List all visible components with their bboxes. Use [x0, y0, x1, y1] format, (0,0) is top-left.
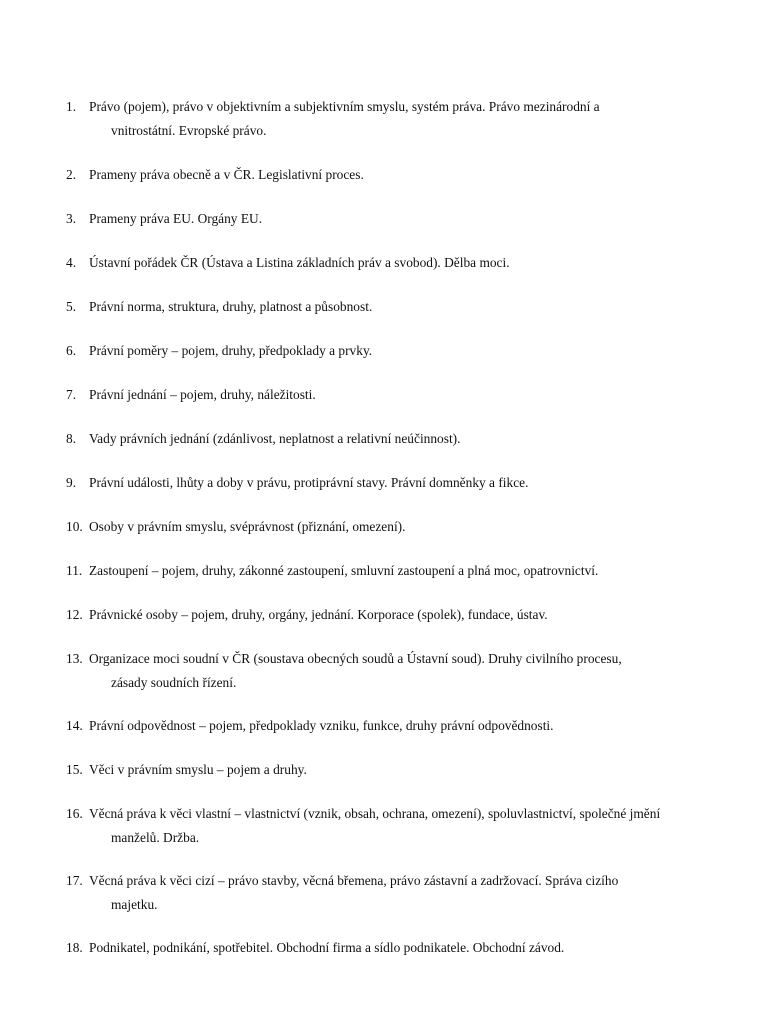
list-item-text-line: Zastoupení – pojem, druhy, zákonné zastoupení, smluvní zastoupení a plná moc, opatrovnictví. — [89, 563, 599, 578]
list-item-text — [89, 207, 699, 231]
list-item-number: 7. — [66, 387, 77, 402]
list-item-number: 4. — [66, 255, 77, 270]
list-item-text-continuation: manželů. Držba. — [111, 830, 200, 845]
list-item-text-line: Právní odpovědnost – pojem, předpoklady vzniku, funkce, druhy právní odpovědnosti. — [89, 718, 554, 733]
list-item-number: 6. — [66, 343, 77, 358]
list-item-text-line: Věci v právním smyslu – pojem a druhy. — [89, 762, 307, 777]
list-item-text-line: Věcná práva k věci vlastní – vlastnictví (vznik, obsah, ochrana, omezení), spoluvlastnictví, společné jmění — [89, 806, 661, 821]
list-item-text-line: Věcná práva k věci cizí – právo stavby, věcná břemena, právo zástavní a zadržovací. Správa cizího — [89, 873, 619, 888]
list-item-number: 5. — [66, 299, 77, 314]
list-item-text — [89, 163, 699, 187]
list-item-number: 11. — [66, 563, 83, 578]
list-item-text-line: Prameny práva EU. Orgány EU. — [89, 211, 263, 226]
list-item-text — [89, 936, 699, 960]
list-item-text — [89, 339, 699, 363]
list-item-text — [89, 383, 699, 407]
list-item-text-continuation: zásady soudních řízení. — [111, 675, 237, 690]
list-item-text-line: Právní jednání – pojem, druhy, náležitosti. — [89, 387, 316, 402]
list-item-text — [89, 471, 699, 495]
list-item-text — [89, 295, 699, 319]
list-item-text — [89, 515, 699, 539]
list-item-text-line: Osoby v právním smyslu, svéprávnost (přiznání, omezení). — [89, 519, 406, 534]
list-item-number: 9. — [66, 475, 77, 490]
list-item-text-line: Právní události, lhůty a doby v právu, protiprávní stavy. Právní domněnky a fikce. — [89, 475, 529, 490]
list-item-number: 3. — [66, 211, 77, 226]
list-item-number: 14. — [66, 718, 83, 733]
list-item-number: 13. — [66, 651, 83, 666]
list-item-number: 2. — [66, 167, 77, 182]
list-item-text-line: Vady právních jednání (zdánlivost, neplatnost a relativní neúčinnost). — [89, 431, 461, 446]
list-item-text — [89, 758, 699, 782]
list-item-number: 8. — [66, 431, 77, 446]
list-item-text — [89, 251, 699, 275]
list-item-text — [89, 647, 699, 695]
list-item-text-line: Právní norma, struktura, druhy, platnost a působnost. — [89, 299, 373, 314]
list-item-text-line: Prameny práva obecně a v ČR. Legislativní proces. — [89, 167, 364, 182]
list-item-number: 12. — [66, 607, 83, 622]
list-item-text-continuation: majetku. — [111, 897, 158, 912]
list-item-number: 17. — [66, 873, 83, 888]
list-item-number: 16. — [66, 806, 83, 821]
list-item-number: 1. — [66, 99, 77, 114]
list-item-text-line: Právo (pojem), právo v objektivním a subjektivním smyslu, systém práva. Právo mezinárodní a — [89, 99, 600, 114]
list-item-number: 18. — [66, 940, 83, 955]
list-item-text-line: Podnikatel, podnikání, spotřebitel. Obchodní firma a sídlo podnikatele. Obchodní závod. — [89, 940, 565, 955]
list-item-text — [89, 802, 699, 850]
list-item-number: 15. — [66, 762, 83, 777]
list-item-text — [89, 714, 699, 738]
list-item-text-line: Ústavní pořádek ČR (Ústava a Listina základních práv a svobod). Dělba moci. — [89, 255, 510, 270]
list-item-text — [89, 559, 699, 583]
list-item-text-continuation: vnitrostátní. Evropské právo. — [111, 123, 267, 138]
list-item-text — [89, 869, 699, 917]
list-item-text-line: Právní poměry – pojem, druhy, předpoklady a prvky. — [89, 343, 373, 358]
list-item-text-line: Právnické osoby – pojem, druhy, orgány, jednání. Korporace (spolek), fundace, ústav. — [89, 607, 548, 622]
list-item-text-line: Organizace moci soudní v ČR (soustava obecných soudů a Ústavní soud). Druhy civilního procesu, — [89, 651, 622, 666]
list-item-text — [89, 427, 699, 451]
list-item-text — [89, 95, 699, 143]
list-item-text — [89, 603, 699, 627]
list-item-number: 10. — [66, 519, 83, 534]
